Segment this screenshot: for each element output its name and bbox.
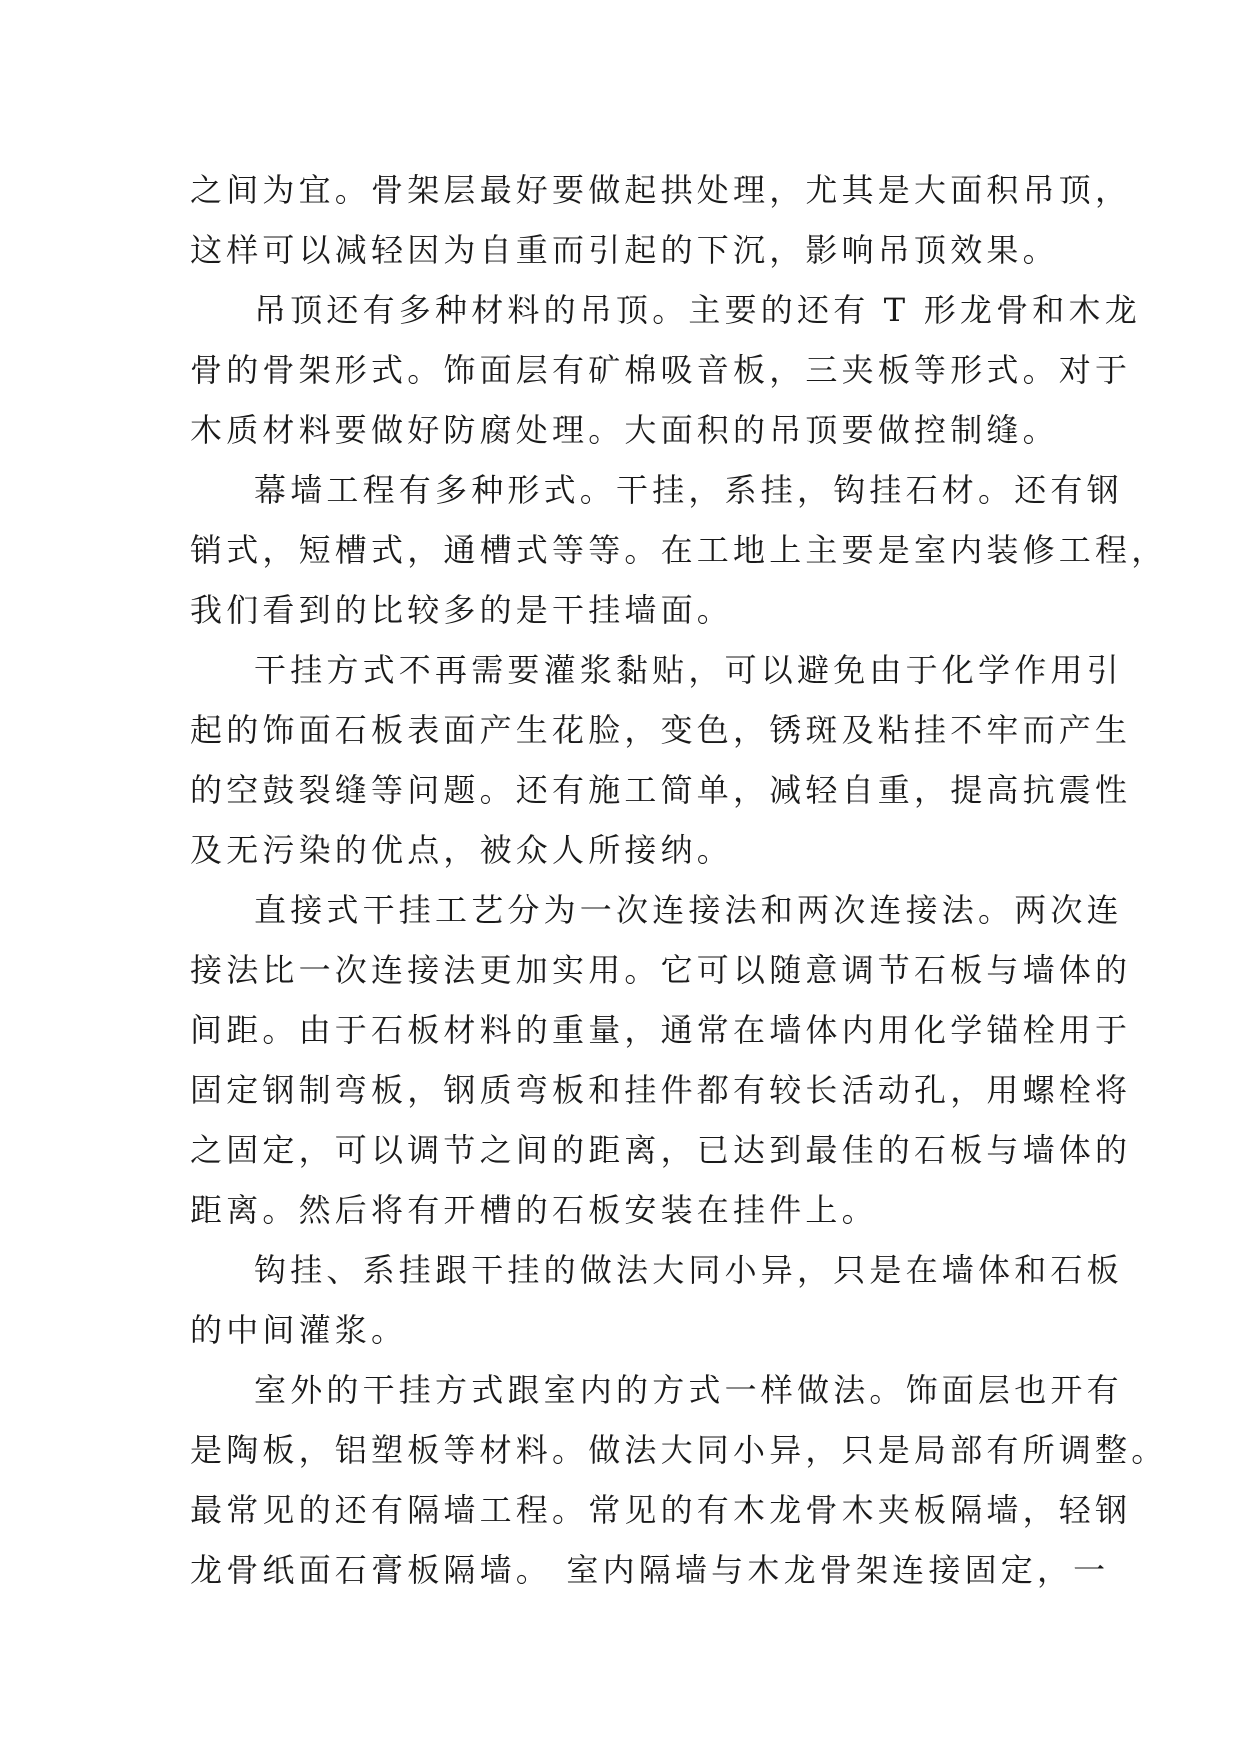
paragraph-first-line: 干挂方式不再需要灌浆黏贴，可以避免由于化学作用引 bbox=[254, 651, 1123, 689]
text-line: 固定钢制弯板，钢质弯板和挂件都有较长活动孔，用螺栓将 bbox=[190, 1071, 1132, 1109]
text-line: 我们看到的比较多的是干挂墙面。 bbox=[190, 591, 734, 629]
text-line: 接法比一次连接法更加实用。它可以随意调节石板与墙体的 bbox=[190, 951, 1132, 989]
text-line: 距离。然后将有开槽的石板安装在挂件上。 bbox=[190, 1191, 878, 1229]
paragraph-first-line: 室外的干挂方式跟室内的方式一样做法。饰面层也开有 bbox=[254, 1371, 1123, 1409]
body-text bbox=[190, 160, 1168, 1600]
text-line: 之固定，可以调节之间的距离，已达到最佳的石板与墙体的 bbox=[190, 1131, 1132, 1169]
text-line: 最常见的还有隔墙工程。常见的有木龙骨木夹板隔墙，轻钢 bbox=[190, 1491, 1132, 1529]
text-line: 间距。由于石板材料的重量，通常在墙体内用化学锚栓用于 bbox=[190, 1011, 1132, 1049]
text-line: 骨的骨架形式。饰面层有矿棉吸音板，三夹板等形式。对于 bbox=[190, 351, 1132, 389]
text-line: 这样可以减轻因为自重而引起的下沉，影响吊顶效果。 bbox=[190, 231, 1059, 269]
paragraph-first-line: 吊顶还有多种材料的吊顶。主要的还有 T 形龙骨和木龙 bbox=[254, 291, 1141, 329]
text-line: 销式，短槽式，通槽式等等。在工地上主要是室内装修工程， bbox=[190, 531, 1168, 569]
paragraph-first-line: 钩挂、系挂跟干挂的做法大同小异，只是在墙体和石板 bbox=[254, 1251, 1123, 1289]
text-line: 木质材料要做好防腐处理。大面积的吊顶要做控制缝。 bbox=[190, 411, 1059, 449]
text-line: 龙骨纸面石膏板隔墙。 室内隔墙与木龙骨架连接固定，一 bbox=[190, 1551, 1110, 1589]
text-line: 起的饰面石板表面产生花脸，变色，锈斑及粘挂不牢而产生 bbox=[190, 711, 1132, 749]
text-line: 之间为宜。骨架层最好要做起拱处理，尤其是大面积吊顶， bbox=[190, 171, 1132, 209]
text-line: 是陶板，铝塑板等材料。做法大同小异，只是局部有所调整。 bbox=[190, 1431, 1168, 1469]
text-line: 的空鼓裂缝等问题。还有施工简单，减轻自重，提高抗震性 bbox=[190, 771, 1132, 809]
text-line: 及无污染的优点，被众人所接纳。 bbox=[190, 831, 734, 869]
paragraph-first-line: 直接式干挂工艺分为一次连接法和两次连接法。两次连 bbox=[254, 891, 1123, 929]
text-line: 的中间灌浆。 bbox=[190, 1311, 408, 1349]
paragraph-first-line: 幕墙工程有多种形式。干挂，系挂，钩挂石材。还有钢 bbox=[254, 471, 1123, 509]
